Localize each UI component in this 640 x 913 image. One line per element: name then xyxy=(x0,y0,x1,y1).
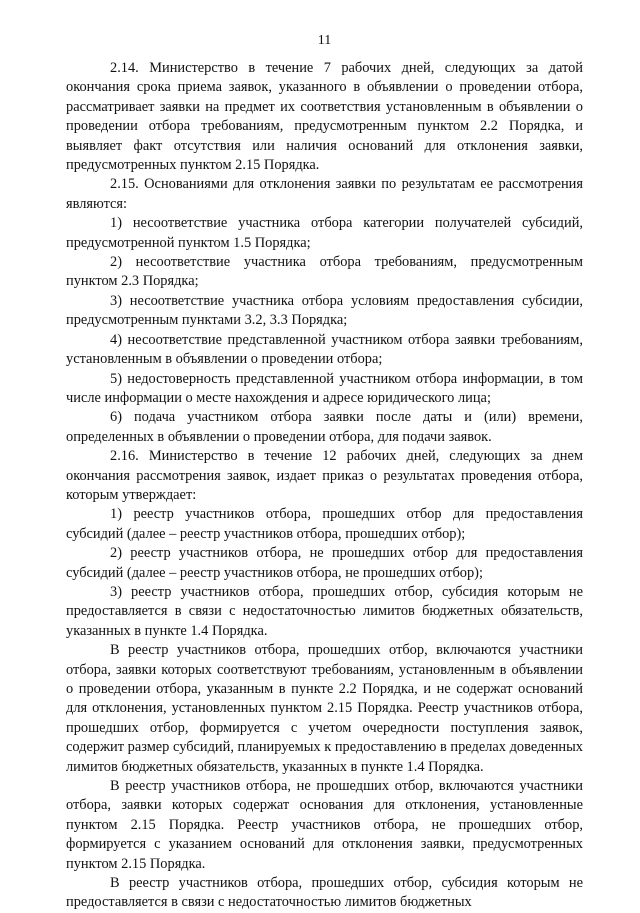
list-item: 5) недостоверность представленной участником отбора информации, в том числе информации о месте нахождения и адресе юридического лица; xyxy=(66,370,583,406)
list-item: 3) реестр участников отбора, прошедших отбор, субсидия которым не предоставляется в связи с недостаточностью лимитов бюджетных обязательств, указанных в пункте 1.4 Порядка. xyxy=(66,583,583,639)
list-item: 1) несоответствие участника отбора категории получателей субсидий, предусмотренной пунктом 1.5 Порядка; xyxy=(66,215,583,251)
list-item: 6) подача участником отбора заявки после даты и (или) времени, определенных в объявлении о проведении отбора, для подачи заявок. xyxy=(66,409,583,445)
paragraph-2-14: 2.14. Министерство в течение 7 рабочих дней, следующих за датой окончания срока приема заявок, указанного в объявлении о проведении отбора, рассматривает заявки на предмет их соответствия установленным в объявлении о проведении отбора требованиям, предусмотренным пунктом 2.2 Порядка, и выявляет факт отсутствия или наличия оснований для отклонения заявки, предусмотренных пунктом 2.15 Порядка. xyxy=(66,60,583,174)
paragraph: В реестр участников отбора, не прошедших отбор, включаются участники отбора, заявки которых содержат основания для отклонения, установленные пунктом 2.15 Порядка. Реестр участников отбора, не прошедших отбор, формируется с указанием оснований для отклонения заявки, предусмотренных пунктом 2.15 Порядка. xyxy=(66,778,583,872)
page-number: 11 xyxy=(317,33,332,48)
paragraph: В реестр участников отбора, прошедших отбор, субсидия которым не предоставляется в связи с недостаточностью лимитов бюджетных xyxy=(66,875,583,911)
paragraph-2-15: 2.15. Основаниями для отклонения заявки по результатам ее рассмотрения являются: xyxy=(66,176,583,212)
list-item: 3) несоответствие участника отбора условиям предоставления субсидии, предусмотренным пунктами 3.2, 3.3 Порядка; xyxy=(66,292,583,329)
list-item: 1) реестр участников отбора, прошедших отбор для предоставления субсидий (далее – реестр участников отбора, прошедших отбор); xyxy=(66,506,583,542)
list-item: 2) несоответствие участника отбора требованиям, предусмотренным пунктом 2.3 Порядка; xyxy=(66,254,583,290)
paragraph: В реестр участников отбора, прошедших отбор, включаются участники отбора, заявки которых соответствуют требованиям, установленным в объявлении о проведении отбора, указанным в пункте 2.2 Порядка, и не содержат оснований для отклонения, установленных пунктом 2.15 Порядка. Реестр участников отбора, прошедших отбор, формируется с учетом очередности поступления заявок, содержит размер субсидий, планируемых к предоставлению в пределах доведенных лимитов бюджетных обязательств, указанных в пункте 1.4 Порядка. xyxy=(66,642,583,775)
document-body xyxy=(66,59,583,913)
paragraph-2-16: 2.16. Министерство в течение 12 рабочих дней, следующих за днем окончания рассмотрения заявок, издает приказ о результатах проведения отбора, которым утверждает: xyxy=(66,448,583,503)
list-item: 2) реестр участников отбора, не прошедших отбор для предоставления субсидий (далее – реестр участников отбора, не прошедших отбор); xyxy=(66,545,583,581)
list-item: 4) несоответствие представленной участником отбора заявки требованиям, установленным в объявлении о проведении отбора; xyxy=(66,331,583,368)
